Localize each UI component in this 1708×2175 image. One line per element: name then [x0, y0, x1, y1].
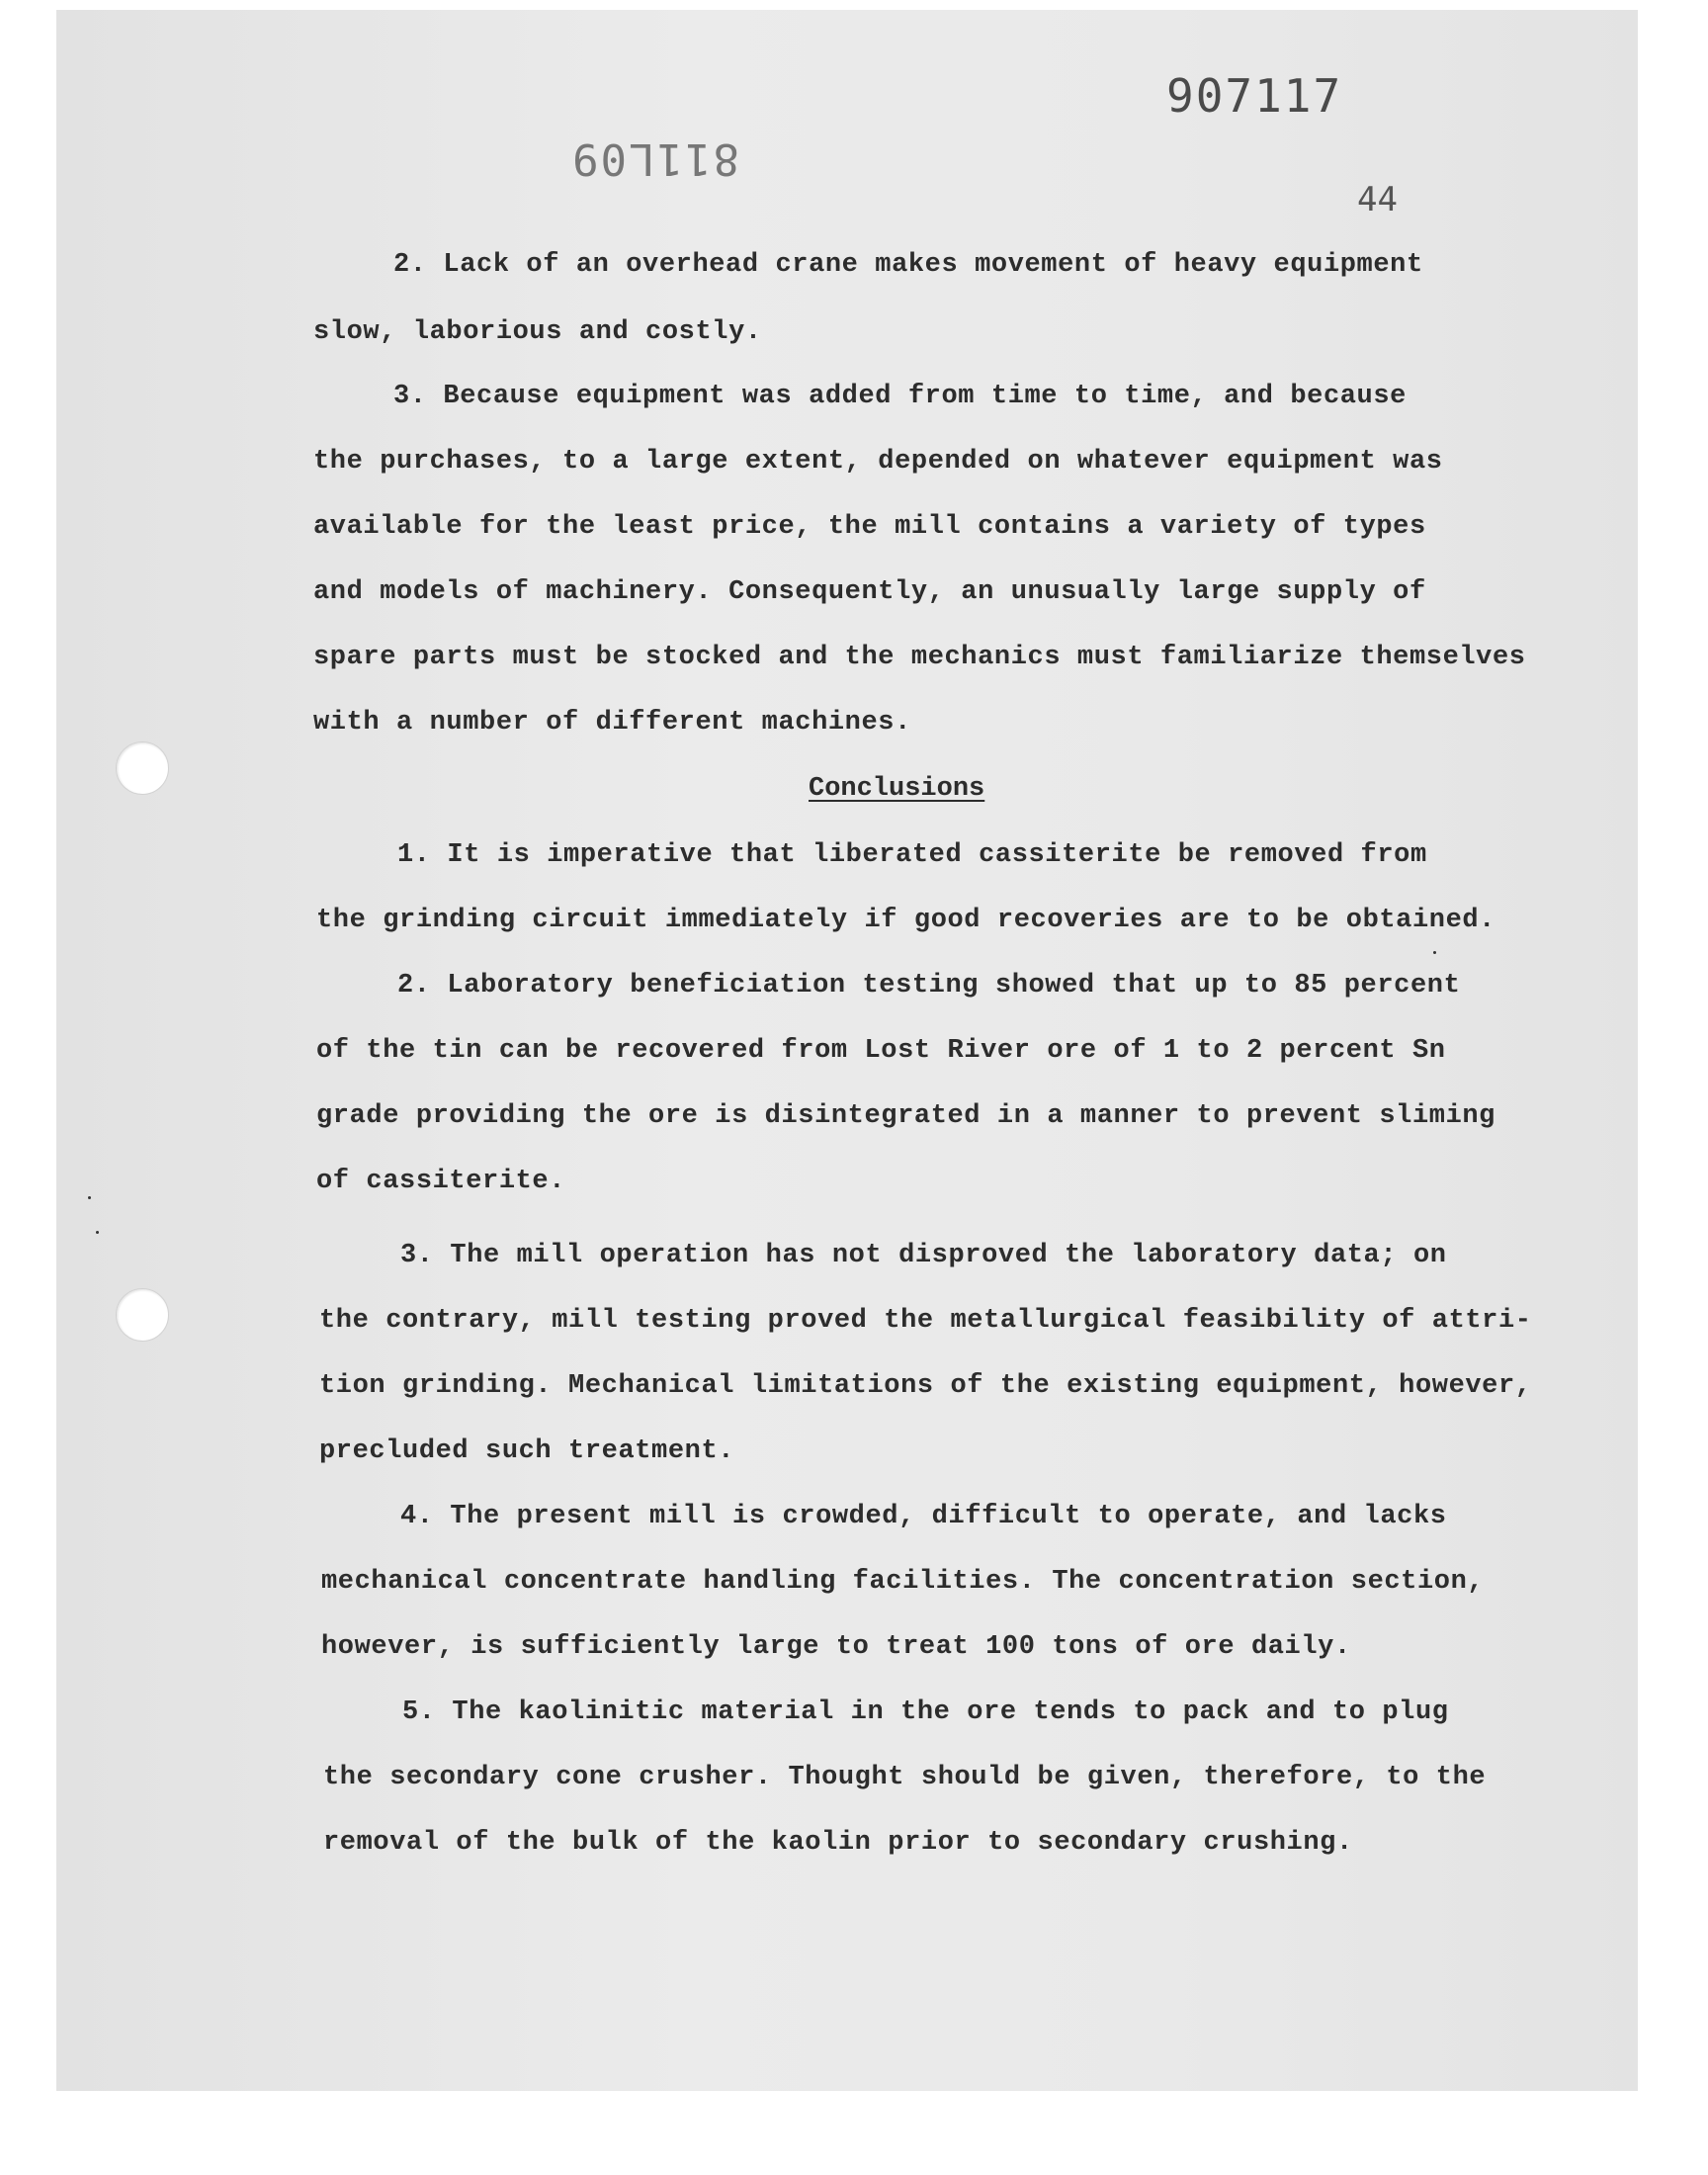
- punch-hole-top: [116, 741, 169, 795]
- conclusion-line: precluded such treatment.: [319, 1436, 735, 1466]
- punch-hole-bottom: [116, 1288, 169, 1342]
- conclusion-line: removal of the bulk of the kaolin prior to secondary crushing.: [323, 1828, 1353, 1858]
- page-number-text: 44: [1357, 180, 1398, 219]
- conclusion-line: 5. The kaolinitic material in the ore tends to pack and to plug: [402, 1697, 1449, 1727]
- conclusion-line: of the tin can be recovered from Lost River ore of 1 to 2 percent Sn: [316, 1036, 1446, 1066]
- conclusion-line: the secondary cone crusher. Thought should be given, therefore, to the: [323, 1763, 1487, 1792]
- conclusion-line: mechanical concentrate handling facilities. The concentration section,: [321, 1567, 1485, 1597]
- speck: [96, 1231, 99, 1234]
- conclusion-line: grade providing the ore is disintegrated in a manner to prevent sliming: [316, 1101, 1495, 1131]
- paragraph-line: 2. Lack of an overhead crane makes movement of heavy equipment: [393, 250, 1423, 280]
- paragraph-line: and models of machinery. Consequently, an unusually large supply of: [313, 577, 1426, 607]
- paragraph-line: available for the least price, the mill contains a variety of types: [313, 512, 1426, 542]
- stamp-top-right: [1166, 69, 1342, 123]
- stamp-top-left: [570, 133, 739, 184]
- conclusion-line: the contrary, mill testing proved the metallurgical feasibility of attri-: [319, 1306, 1532, 1336]
- paragraph-line: 3. Because equipment was added from time to time, and because: [393, 382, 1407, 411]
- conclusion-line: however, is sufficiently large to treat 100 tons of ore daily.: [321, 1632, 1351, 1662]
- stamp-top-left-text: 811L09: [570, 133, 739, 184]
- conclusion-line: the grinding circuit immediately if good recoveries are to be obtained.: [316, 906, 1495, 935]
- conclusion-line: 3. The mill operation has not disproved the laboratory data; on: [400, 1241, 1447, 1270]
- paragraph-line: spare parts must be stocked and the mechanics must familiarize themselves: [313, 643, 1526, 672]
- conclusion-line: 4. The present mill is crowded, difficult to operate, and lacks: [400, 1502, 1447, 1531]
- speck: [88, 1196, 91, 1199]
- conclusion-line: tion grinding. Mechanical limitations of the existing equipment, however,: [319, 1371, 1532, 1401]
- conclusion-line: 1. It is imperative that liberated cassiterite be removed from: [397, 840, 1427, 870]
- stamp-top-right-text: 907117: [1166, 69, 1343, 123]
- paragraph-line: with a number of different machines.: [313, 708, 911, 738]
- paragraph-line: slow, laborious and costly.: [313, 317, 762, 347]
- conclusion-line: of cassiterite.: [316, 1167, 566, 1196]
- page-number: [1357, 180, 1398, 219]
- conclusion-line: 2. Laboratory beneficiation testing showed that up to 85 percent: [397, 971, 1461, 1000]
- paragraph-line: the purchases, to a large extent, depended on whatever equipment was: [313, 447, 1443, 477]
- speck: [1433, 951, 1436, 954]
- section-heading-conclusions: Conclusions: [809, 774, 985, 804]
